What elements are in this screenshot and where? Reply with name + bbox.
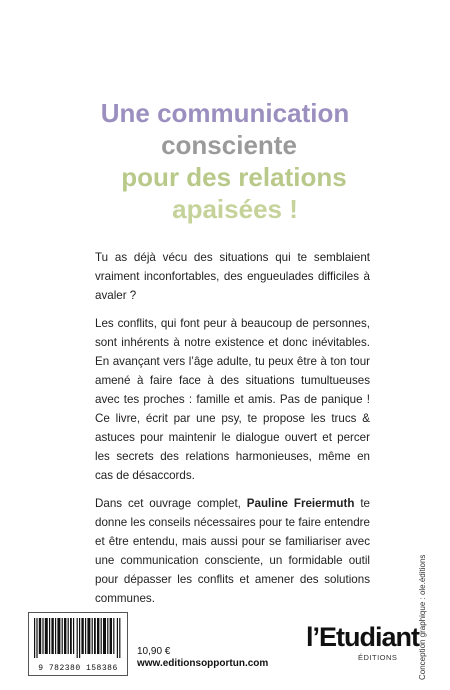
blurb-paragraph-3 <box>95 494 370 608</box>
author-name: Pauline Freiermuth <box>246 497 355 510</box>
blurb-paragraph-3-intro: Dans cet ouvrage complet, <box>95 497 247 510</box>
publisher-subtitle: ÉDITIONS <box>358 653 398 662</box>
back-cover-headline <box>0 97 450 225</box>
blurb-paragraph-3-rest: te donne les conseils nécessaires pour te faire entendre et être entendu, mais aussi pour se familiariser avec une communication consciente, un formidable outil pour dépasser les conflits et amener des solutions communes. <box>95 497 370 605</box>
publisher-logo <box>306 622 419 662</box>
publisher-website: www.editionsopportun.com <box>137 658 269 669</box>
isbn-barcode <box>28 612 128 676</box>
design-credit: Conception graphique : ole.éditions <box>418 554 427 680</box>
price: 10,90 € <box>137 646 171 657</box>
headline-line-4: apaisées ! <box>172 194 298 224</box>
headline-line-3: pour des relations <box>121 162 347 192</box>
blurb-paragraph-2: Les conflits, qui font peur à beaucoup de personnes, sont inhérents à notre existence et donc inévitables. En avançant vers l’âge adulte, tu peux être à ton tour amené à faire face à des situations tumultueuses avec tes proches : famille et amis. Pas de panique ! Ce livre, écrit par une psy, te propose les trucs & astuces pour maintenir le dialogue ouvert et percer les secrets des relations harmonieuses, même en cas de désaccords. <box>95 317 370 482</box>
blurb-text <box>95 248 370 617</box>
publisher-name: l’Etudiant <box>306 622 419 652</box>
barcode-bars <box>34 618 122 658</box>
blurb-paragraph-1: Tu as déjà vécu des situations qui te semblaient vraiment inconfortables, des engueulades difficiles à avaler ? <box>95 251 370 302</box>
isbn-number: 9 782380 158386 <box>38 664 118 673</box>
headline-line-2: consciente <box>161 130 297 160</box>
headline-line-1: Une communication <box>100 98 350 128</box>
